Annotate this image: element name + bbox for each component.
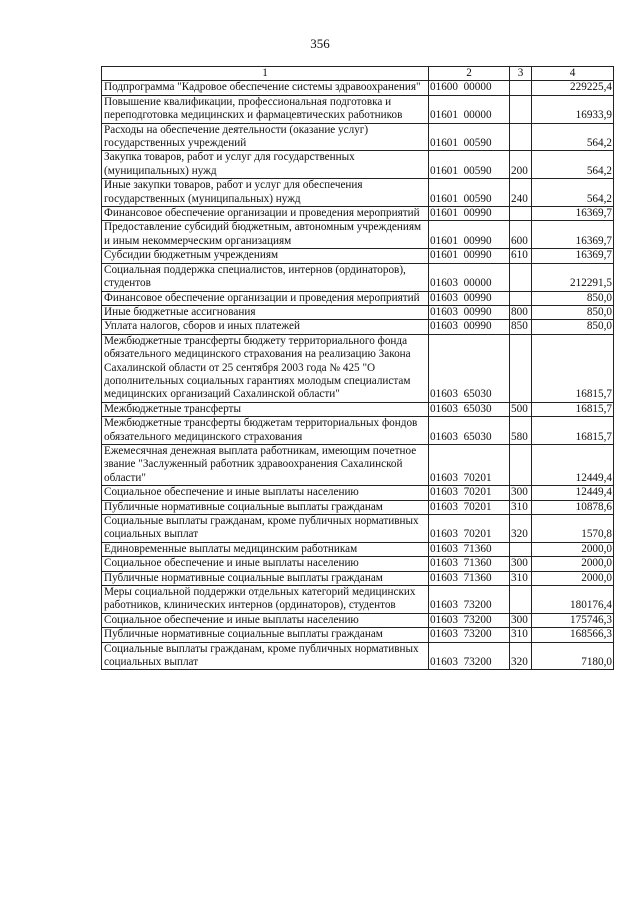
row-code: 01603 70201 bbox=[429, 500, 510, 514]
row-expense-type bbox=[510, 291, 532, 305]
header-col-2: 2 bbox=[429, 67, 510, 81]
row-amount: 175746,3 bbox=[532, 613, 614, 627]
row-expense-type bbox=[510, 334, 532, 402]
row-expense-type bbox=[510, 81, 532, 95]
row-amount: 12449,4 bbox=[532, 444, 614, 485]
row-expense-type bbox=[510, 207, 532, 221]
table-row bbox=[102, 417, 614, 445]
row-name: Публичные нормативные социальные выплаты гражданам bbox=[102, 500, 429, 514]
table-row bbox=[102, 263, 614, 291]
row-expense-type bbox=[510, 444, 532, 485]
row-code: 01603 70201 bbox=[429, 486, 510, 500]
row-name: Уплата налогов, сборов и иных платежей bbox=[102, 320, 429, 334]
table-row bbox=[102, 486, 614, 500]
row-amount: 12449,4 bbox=[532, 486, 614, 500]
table-row bbox=[102, 500, 614, 514]
table-row bbox=[102, 291, 614, 305]
row-amount: 850,0 bbox=[532, 320, 614, 334]
row-name: Социальное обеспечение и иные выплаты населению bbox=[102, 557, 429, 571]
row-expense-type: 320 bbox=[510, 642, 532, 670]
row-amount: 168566,3 bbox=[532, 628, 614, 642]
row-code: 01603 70201 bbox=[429, 515, 510, 543]
row-code: 01603 71360 bbox=[429, 557, 510, 571]
row-name: Межбюджетные трансферты бюджетам территориальных фондов обязательного медицинского страхования bbox=[102, 417, 429, 445]
row-code: 01600 00000 bbox=[429, 81, 510, 95]
row-name: Субсидии бюджетным учреждениям bbox=[102, 249, 429, 263]
row-code: 01603 65030 bbox=[429, 334, 510, 402]
row-amount: 850,0 bbox=[532, 291, 614, 305]
table-row bbox=[102, 249, 614, 263]
row-code: 01601 00590 bbox=[429, 123, 510, 151]
row-code: 01603 00990 bbox=[429, 291, 510, 305]
table-row bbox=[102, 444, 614, 485]
row-code: 01603 73200 bbox=[429, 613, 510, 627]
table-row bbox=[102, 515, 614, 543]
row-code: 01601 00990 bbox=[429, 207, 510, 221]
row-code: 01603 73200 bbox=[429, 628, 510, 642]
row-amount: 2000,0 bbox=[532, 571, 614, 585]
table-row bbox=[102, 586, 614, 614]
row-amount: 16933,9 bbox=[532, 95, 614, 123]
table-row bbox=[102, 557, 614, 571]
row-expense-type: 600 bbox=[510, 221, 532, 249]
row-name: Социальное обеспечение и иные выплаты населению bbox=[102, 613, 429, 627]
row-code: 01603 71360 bbox=[429, 542, 510, 556]
row-expense-type: 300 bbox=[510, 486, 532, 500]
row-code: 01603 73200 bbox=[429, 586, 510, 614]
row-amount: 564,2 bbox=[532, 179, 614, 207]
row-name: Межбюджетные трансферты бюджету территориального фонда обязательного медицинского страхования на реализацию Закона Сахалинской области от 25 сентября 2003 года № 425 "О дополнительных социальных гарантиях молодым специалистам медицинских организаций Сахалинской области" bbox=[102, 334, 429, 402]
table-row bbox=[102, 123, 614, 151]
row-amount: 2000,0 bbox=[532, 557, 614, 571]
row-expense-type: 200 bbox=[510, 151, 532, 179]
row-expense-type: 310 bbox=[510, 571, 532, 585]
row-code: 01603 00990 bbox=[429, 305, 510, 319]
row-expense-type: 500 bbox=[510, 402, 532, 416]
table-row bbox=[102, 305, 614, 319]
row-name: Меры социальной поддержки отдельных категорий медицинских работников, клинических интернов (ординаторов), студентов bbox=[102, 586, 429, 614]
row-name: Закупка товаров, работ и услуг для государственных (муниципальных) нужд bbox=[102, 151, 429, 179]
row-amount: 850,0 bbox=[532, 305, 614, 319]
row-name: Предоставление субсидий бюджетным, автономным учреждениям и иным некоммерческим организациям bbox=[102, 221, 429, 249]
row-name: Иные бюджетные ассигнования bbox=[102, 305, 429, 319]
row-name: Публичные нормативные социальные выплаты гражданам bbox=[102, 628, 429, 642]
table-row bbox=[102, 542, 614, 556]
row-amount: 180176,4 bbox=[532, 586, 614, 614]
row-amount: 16815,7 bbox=[532, 417, 614, 445]
row-code: 01603 71360 bbox=[429, 571, 510, 585]
row-expense-type: 300 bbox=[510, 557, 532, 571]
row-name: Социальная поддержка специалистов, интернов (ординаторов), студентов bbox=[102, 263, 429, 291]
row-amount: 16369,7 bbox=[532, 207, 614, 221]
row-expense-type: 610 bbox=[510, 249, 532, 263]
row-name: Иные закупки товаров, работ и услуг для обеспечения государственных (муниципальных) нужд bbox=[102, 179, 429, 207]
row-amount: 16369,7 bbox=[532, 249, 614, 263]
row-expense-type: 850 bbox=[510, 320, 532, 334]
row-name: Социальные выплаты гражданам, кроме публичных нормативных социальных выплат bbox=[102, 515, 429, 543]
row-name: Межбюджетные трансферты bbox=[102, 402, 429, 416]
row-expense-type bbox=[510, 123, 532, 151]
row-name: Публичные нормативные социальные выплаты гражданам bbox=[102, 571, 429, 585]
row-amount: 1570,8 bbox=[532, 515, 614, 543]
row-name: Повышение квалификации, профессиональная подготовка и переподготовка медицинских и фармацевтических работников bbox=[102, 95, 429, 123]
row-code: 01601 00000 bbox=[429, 95, 510, 123]
table-header bbox=[102, 67, 614, 81]
table-row bbox=[102, 642, 614, 670]
row-expense-type: 320 bbox=[510, 515, 532, 543]
row-amount: 16369,7 bbox=[532, 221, 614, 249]
row-code: 01603 73200 bbox=[429, 642, 510, 670]
table-row bbox=[102, 95, 614, 123]
budget-table bbox=[101, 66, 614, 670]
page-number: 356 bbox=[310, 36, 330, 51]
row-code: 01601 00990 bbox=[429, 221, 510, 249]
row-amount: 16815,7 bbox=[532, 402, 614, 416]
row-amount: 2000,0 bbox=[532, 542, 614, 556]
row-name: Социальные выплаты гражданам, кроме публичных нормативных социальных выплат bbox=[102, 642, 429, 670]
table-row bbox=[102, 628, 614, 642]
row-expense-type: 310 bbox=[510, 500, 532, 514]
row-amount: 10878,6 bbox=[532, 500, 614, 514]
row-code: 01603 00990 bbox=[429, 320, 510, 334]
row-amount: 229225,4 bbox=[532, 81, 614, 95]
row-amount: 7180,0 bbox=[532, 642, 614, 670]
row-name: Финансовое обеспечение организации и проведения мероприятий bbox=[102, 207, 429, 221]
row-amount: 16815,7 bbox=[532, 334, 614, 402]
row-expense-type: 580 bbox=[510, 417, 532, 445]
table-row bbox=[102, 320, 614, 334]
table-row bbox=[102, 151, 614, 179]
table-row bbox=[102, 179, 614, 207]
row-code: 01603 65030 bbox=[429, 417, 510, 445]
table-row bbox=[102, 571, 614, 585]
row-expense-type: 240 bbox=[510, 179, 532, 207]
row-expense-type bbox=[510, 95, 532, 123]
row-expense-type bbox=[510, 263, 532, 291]
header-col-1: 1 bbox=[102, 67, 429, 81]
row-name: Финансовое обеспечение организации и проведения мероприятий bbox=[102, 291, 429, 305]
row-amount: 212291,5 bbox=[532, 263, 614, 291]
row-code: 01601 00590 bbox=[429, 179, 510, 207]
row-expense-type bbox=[510, 586, 532, 614]
table-body bbox=[102, 81, 614, 670]
row-expense-type bbox=[510, 542, 532, 556]
row-name: Ежемесячная денежная выплата работникам, имеющим почетное звание "Заслуженный работник здравоохранения Сахалинской области" bbox=[102, 444, 429, 485]
header-col-4: 4 bbox=[532, 67, 614, 81]
row-expense-type: 310 bbox=[510, 628, 532, 642]
row-expense-type: 800 bbox=[510, 305, 532, 319]
table-row bbox=[102, 402, 614, 416]
table-row bbox=[102, 81, 614, 95]
table-row bbox=[102, 334, 614, 402]
row-amount: 564,2 bbox=[532, 151, 614, 179]
row-name: Подпрограмма "Кадровое обеспечение системы здравоохранения" bbox=[102, 81, 429, 95]
table-row bbox=[102, 613, 614, 627]
row-code: 01603 65030 bbox=[429, 402, 510, 416]
table-row bbox=[102, 221, 614, 249]
header-row bbox=[102, 67, 614, 81]
row-name: Расходы на обеспечение деятельности (оказание услуг) государственных учреждений bbox=[102, 123, 429, 151]
row-code: 01603 00000 bbox=[429, 263, 510, 291]
row-code: 01601 00990 bbox=[429, 249, 510, 263]
row-expense-type: 300 bbox=[510, 613, 532, 627]
row-code: 01603 70201 bbox=[429, 444, 510, 485]
table-row bbox=[102, 207, 614, 221]
row-name: Социальное обеспечение и иные выплаты населению bbox=[102, 486, 429, 500]
row-code: 01601 00590 bbox=[429, 151, 510, 179]
header-col-3: 3 bbox=[510, 67, 532, 81]
row-name: Единовременные выплаты медицинским работникам bbox=[102, 542, 429, 556]
row-amount: 564,2 bbox=[532, 123, 614, 151]
